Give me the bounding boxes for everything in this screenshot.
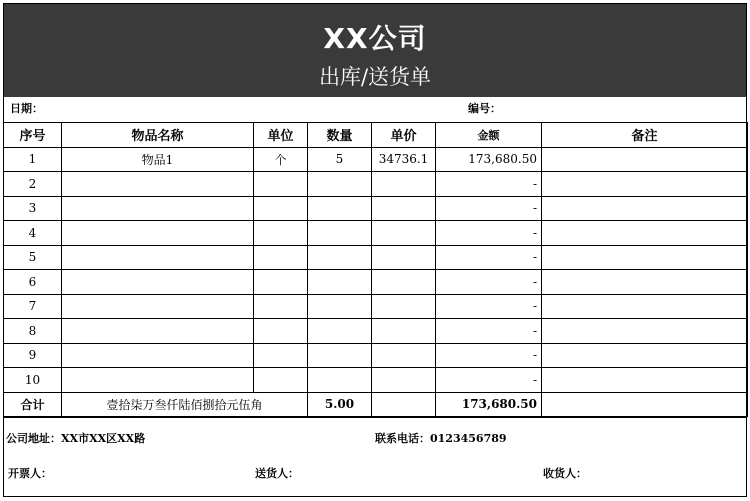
issuer-label: 开票人： bbox=[8, 467, 52, 480]
item-note bbox=[542, 147, 748, 172]
item-unit bbox=[254, 319, 308, 344]
column-header: 序号 bbox=[4, 123, 62, 148]
item-quantity bbox=[308, 319, 372, 344]
item-amount: - bbox=[436, 172, 542, 197]
phone-value: 0123456789 bbox=[430, 432, 507, 445]
total-note-cell bbox=[542, 392, 748, 417]
row-index: 7 bbox=[4, 294, 62, 319]
date-label: 日期： bbox=[10, 102, 43, 115]
item-name bbox=[62, 319, 254, 344]
total-quantity: 5.00 bbox=[308, 392, 372, 417]
item-note bbox=[542, 368, 748, 393]
company-name: XX公司 bbox=[323, 22, 427, 55]
item-amount: - bbox=[436, 294, 542, 319]
row-index: 6 bbox=[4, 270, 62, 295]
item-note bbox=[542, 245, 748, 270]
table-row bbox=[4, 319, 748, 344]
item-quantity bbox=[308, 294, 372, 319]
item-unit-price bbox=[372, 221, 436, 246]
item-unit bbox=[254, 172, 308, 197]
table-row bbox=[4, 343, 748, 368]
item-unit-price bbox=[372, 343, 436, 368]
item-amount: - bbox=[436, 221, 542, 246]
column-header: 备注 bbox=[542, 123, 748, 148]
item-quantity: 5 bbox=[308, 147, 372, 172]
item-amount: - bbox=[436, 368, 542, 393]
table-row bbox=[4, 172, 748, 197]
item-amount: - bbox=[436, 343, 542, 368]
item-name bbox=[62, 196, 254, 221]
item-name: 物品1 bbox=[62, 147, 254, 172]
column-header: 单价 bbox=[372, 123, 436, 148]
item-unit bbox=[254, 294, 308, 319]
item-quantity bbox=[308, 270, 372, 295]
item-amount: - bbox=[436, 196, 542, 221]
item-unit-price bbox=[372, 319, 436, 344]
item-unit bbox=[254, 368, 308, 393]
row-index: 9 bbox=[4, 343, 62, 368]
column-header: 金额 bbox=[436, 123, 542, 148]
table-row bbox=[4, 196, 748, 221]
item-name bbox=[62, 294, 254, 319]
row-index: 3 bbox=[4, 196, 62, 221]
table-header-row bbox=[4, 123, 748, 148]
total-amount-in-words: 壹拾柒万叁仟陆佰捌拾元伍角 bbox=[62, 392, 308, 417]
document-title: 出库/送货单 bbox=[318, 65, 432, 89]
total-price-cell bbox=[372, 392, 436, 417]
table-row bbox=[4, 221, 748, 246]
total-row bbox=[4, 392, 748, 417]
table-row bbox=[4, 368, 748, 393]
item-unit bbox=[254, 196, 308, 221]
item-amount: 173,680.50 bbox=[436, 147, 542, 172]
item-name bbox=[62, 343, 254, 368]
table-row bbox=[4, 270, 748, 295]
divider bbox=[3, 417, 747, 418]
item-quantity bbox=[308, 245, 372, 270]
address-value: XX市XX区XX路 bbox=[61, 432, 146, 445]
phone-label: 联系电话： bbox=[375, 432, 430, 445]
total-label: 合计 bbox=[4, 392, 62, 417]
item-note bbox=[542, 221, 748, 246]
item-quantity bbox=[308, 221, 372, 246]
item-quantity bbox=[308, 196, 372, 221]
row-index: 1 bbox=[4, 147, 62, 172]
item-unit bbox=[254, 343, 308, 368]
item-unit bbox=[254, 245, 308, 270]
row-index: 8 bbox=[4, 319, 62, 344]
column-header: 单位 bbox=[254, 123, 308, 148]
item-quantity bbox=[308, 368, 372, 393]
item-name bbox=[62, 270, 254, 295]
item-note bbox=[542, 294, 748, 319]
column-header: 数量 bbox=[308, 123, 372, 148]
items-table bbox=[3, 122, 748, 417]
item-note bbox=[542, 196, 748, 221]
column-header: 物品名称 bbox=[62, 123, 254, 148]
item-note bbox=[542, 343, 748, 368]
item-unit-price: 34736.1 bbox=[372, 147, 436, 172]
item-quantity bbox=[308, 343, 372, 368]
row-index: 4 bbox=[4, 221, 62, 246]
item-name bbox=[62, 245, 254, 270]
item-amount: - bbox=[436, 270, 542, 295]
item-unit bbox=[254, 270, 308, 295]
row-index: 5 bbox=[4, 245, 62, 270]
item-name bbox=[62, 368, 254, 393]
contact-phone bbox=[375, 430, 507, 446]
sender-label: 送货人： bbox=[255, 467, 299, 480]
item-unit-price bbox=[372, 196, 436, 221]
item-unit-price bbox=[372, 245, 436, 270]
row-index: 10 bbox=[4, 368, 62, 393]
number-label: 编号： bbox=[468, 102, 501, 115]
item-amount: - bbox=[436, 245, 542, 270]
item-quantity bbox=[308, 172, 372, 197]
item-unit-price bbox=[372, 270, 436, 295]
table-row bbox=[4, 294, 748, 319]
item-unit-price bbox=[372, 172, 436, 197]
item-name bbox=[62, 172, 254, 197]
item-note bbox=[542, 270, 748, 295]
item-name bbox=[62, 221, 254, 246]
receiver-label: 收货人： bbox=[543, 467, 587, 480]
total-amount: 173,680.50 bbox=[436, 392, 542, 417]
item-amount: - bbox=[436, 319, 542, 344]
item-note bbox=[542, 172, 748, 197]
address-label: 公司地址： bbox=[6, 432, 61, 445]
item-unit bbox=[254, 221, 308, 246]
item-unit-price bbox=[372, 368, 436, 393]
header-banner bbox=[3, 3, 747, 97]
item-unit: 个 bbox=[254, 147, 308, 172]
table-row bbox=[4, 245, 748, 270]
item-note bbox=[542, 319, 748, 344]
company-address bbox=[6, 430, 145, 446]
table-row bbox=[4, 147, 748, 172]
item-unit-price bbox=[372, 294, 436, 319]
row-index: 2 bbox=[4, 172, 62, 197]
